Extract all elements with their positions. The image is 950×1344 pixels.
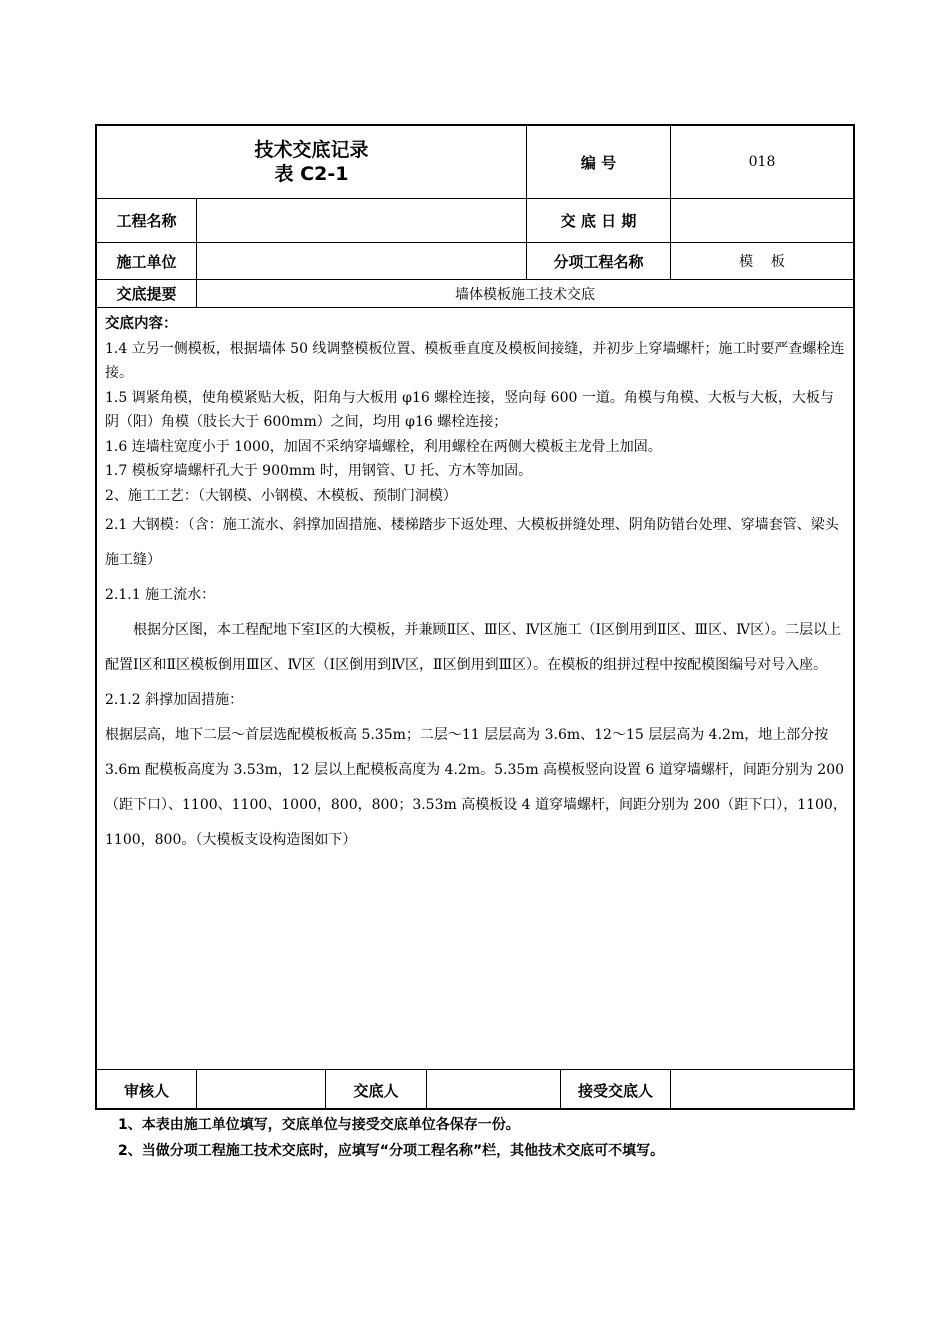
- number-label: 编 号: [580, 153, 617, 172]
- date-value[interactable]: [671, 199, 853, 242]
- row-divider: [97, 307, 853, 308]
- contractor-label: 施工单位: [116, 252, 177, 271]
- content-item: 2、施工工艺：（大钢模、小钢模、木模板、预制门洞模）: [105, 487, 457, 504]
- content-item: 1.5 调紧角模，使角模紧贴大板，阳角与大板用 φ16 螺栓连接，竖向每 600 一道。角模与角模、大板与大板，大板与阴（阳）角模（肢长大于 600mm）之间，均用 φ16 螺栓连接；: [105, 389, 834, 430]
- content-heading: 交底内容：: [105, 316, 178, 332]
- date-label: 交 底 日 期: [560, 212, 637, 230]
- content-item: 1.4 立另一侧模板，根据墙体 50 线调整模板位置、模板垂直度及模板间接缝，并初步上穿墙螺杆；施工时要严查螺栓连接。: [105, 340, 845, 381]
- contractor-value[interactable]: [197, 243, 526, 279]
- content-item: 1.7 模板穿墙螺杆孔大于 900mm 时，用钢管、U 托、方木等加固。: [105, 463, 533, 479]
- form-title-main: 技术交底记录: [254, 139, 369, 161]
- reviewer-label: 审核人: [123, 1081, 169, 1100]
- form-notes: [118, 1112, 664, 1164]
- content-paragraph: 根据分区图，本工程配地下室Ⅰ区的大模板，并兼顾Ⅱ区、Ⅲ区、Ⅳ区施工（Ⅰ区倒用到Ⅱ区、Ⅲ区、Ⅳ区）。二层以上配置Ⅰ区和Ⅱ区模板倒用Ⅲ区、Ⅳ区（Ⅰ区倒用到Ⅳ区，Ⅱ区倒用到Ⅲ区）。在模板的组拼过程中按配模图编号对号入座。: [105, 622, 842, 673]
- summary-label: 交底提要: [116, 285, 177, 303]
- content-item: 1.6 连墙柱宽度小于 1000，加固不采纳穿墙螺栓，利用螺栓在两侧大模板主龙骨上加固。: [105, 438, 662, 455]
- sub-project-value[interactable]: 模 板: [739, 254, 785, 270]
- summary-value[interactable]: 墙体模板施工技术交底: [455, 286, 595, 303]
- project-name-value[interactable]: [197, 199, 526, 242]
- disclosure-content: [105, 312, 847, 858]
- number-value: 018: [748, 154, 776, 170]
- disclosure-form: [95, 124, 855, 1110]
- content-subtitle: 2.1.2 斜撑加固措施：: [105, 692, 244, 708]
- receiver-value[interactable]: [671, 1070, 853, 1110]
- sub-project-label: 分项工程名称: [553, 252, 644, 271]
- form-title: [97, 126, 526, 198]
- note-item: 1、本表由施工单位填写，交底单位与接受交底单位各保存一份。: [118, 1117, 520, 1133]
- note-item: 2、当做分项工程施工技术交底时，应填写“分项工程名称”栏，其他技术交底可不填写。: [118, 1143, 665, 1159]
- content-item: 2.1 大钢模：（含：施工流水、斜撑加固措施、楼梯踏步下返处理、大模板拼缝处理、阴角防错台处理、穿墙套管、梁头施工缝）: [105, 517, 839, 568]
- project-name-label: 工程名称: [116, 212, 177, 230]
- discloser-label: 交底人: [353, 1081, 399, 1100]
- discloser-value[interactable]: [427, 1070, 560, 1110]
- content-paragraph: 根据层高，地下二层～首层选配模板板高 5.35m；二层～11 层层高为 3.6m、12～15 层层高为 4.2m，地上部分按 3.6m 配模板高度为 3.53m，12 层以上配模板高度为 4.2m。5.35m 高模板竖向设置 6 道穿墙螺杆，间距分别为 200（距下口）、1100、1100、1000，800，800；3.53m 高模板设 4 道穿墙螺杆，间距分别为 200（距下口），1100，1100，800。（大模板支设构造图如下）: [105, 727, 847, 848]
- form-title-code: 表 C2-1: [274, 163, 349, 185]
- content-subtitle: 2.1.1 施工流水：: [105, 587, 216, 603]
- receiver-label: 接受交底人: [577, 1081, 653, 1100]
- reviewer-value[interactable]: [197, 1070, 325, 1110]
